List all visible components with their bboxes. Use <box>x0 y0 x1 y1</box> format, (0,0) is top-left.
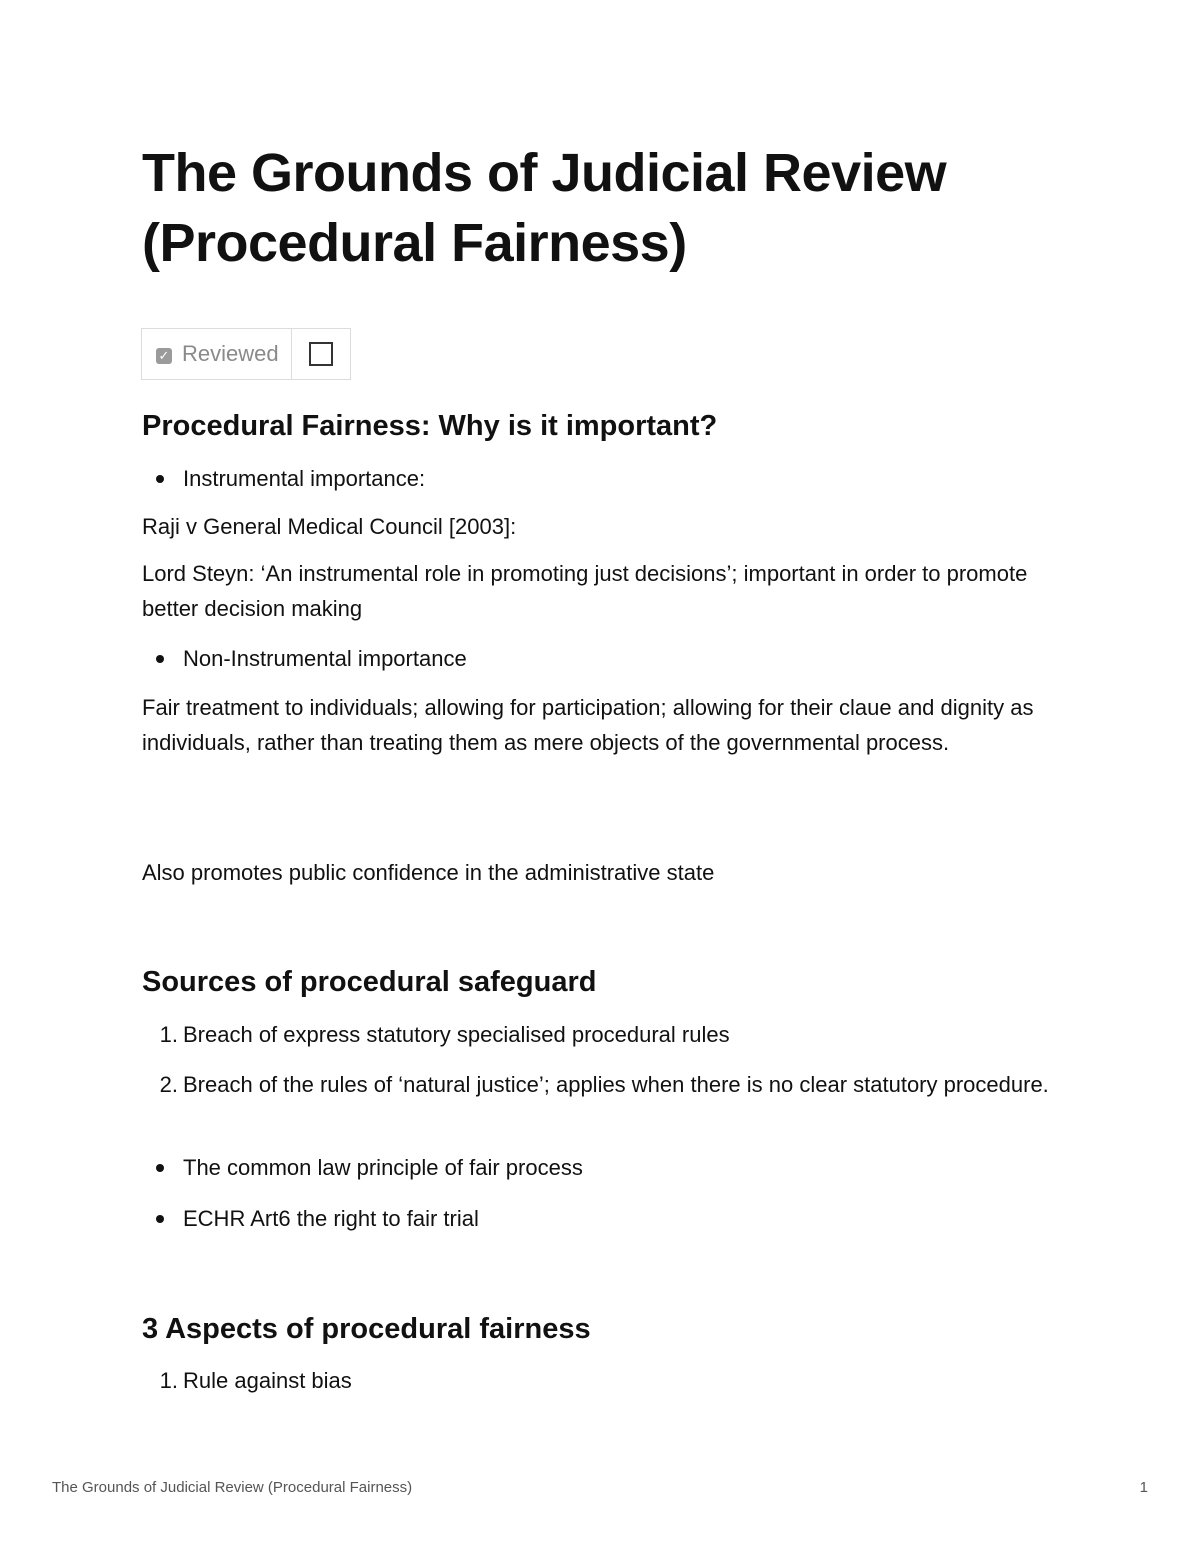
list-item <box>142 1150 1062 1185</box>
list-number: 1. <box>159 1022 178 1047</box>
list-item <box>142 1201 1062 1236</box>
list-item <box>142 641 1062 676</box>
paragraph-steyn: Lord Steyn: ‘An instrumental role in promoting just decisions’; important in order to promote better decision making <box>142 561 1028 621</box>
list-number: 1. <box>159 1368 178 1393</box>
bullet-icon <box>156 1215 164 1223</box>
list-number: 2. <box>159 1072 178 1097</box>
paragraph-fair-treatment: Fair treatment to individuals; allowing for participation; allowing for their claue and dignity as individuals, rather than treating them as mere objects of the governmental process. <box>142 695 1034 755</box>
list-item-text: Breach of express statutory specialised procedural rules <box>183 1022 730 1047</box>
numbered-list-item <box>142 1017 1062 1052</box>
numbered-list-item <box>142 1363 1062 1398</box>
reviewed-property <box>141 328 351 380</box>
footer-title: The Grounds of Judicial Review (Procedural Fairness) <box>52 1479 413 1496</box>
list-item-text: The common law principle of fair process <box>183 1155 583 1180</box>
numbered-list-item <box>142 1067 1062 1102</box>
heading-why-important: Procedural Fairness: Why is it important? <box>142 410 718 442</box>
checkbox-property-icon: ✓ <box>156 348 172 364</box>
case-citation: Raji v General Medical Council [2003]: <box>142 514 517 539</box>
reviewed-checkbox[interactable] <box>309 342 333 366</box>
list-item-text: Instrumental importance: <box>183 466 426 491</box>
property-value[interactable] <box>292 329 350 379</box>
list-item-text: Breach of the rules of ‘natural justice’; applies when there is no clear statutory procedure. <box>183 1072 1049 1097</box>
property-name <box>142 329 292 379</box>
list-item-text: ECHR Art6 the right to fair trial <box>183 1206 479 1231</box>
paragraph-public-confidence: Also promotes public confidence in the administrative state <box>142 860 715 885</box>
list-item-text: Non-Instrumental importance <box>183 646 467 671</box>
page-title: The Grounds of Judicial Review (Procedural Fairness) <box>142 143 947 273</box>
list-item <box>142 461 1062 496</box>
bullet-icon <box>156 1164 164 1172</box>
heading-aspects: 3 Aspects of procedural fairness <box>142 1313 591 1345</box>
heading-sources: Sources of procedural safeguard <box>142 966 597 998</box>
page-number: 1 <box>1139 1479 1148 1496</box>
bullet-icon <box>156 475 164 483</box>
property-label: Reviewed <box>182 341 279 366</box>
list-item-text: Rule against bias <box>183 1368 352 1393</box>
bullet-icon <box>156 655 164 663</box>
